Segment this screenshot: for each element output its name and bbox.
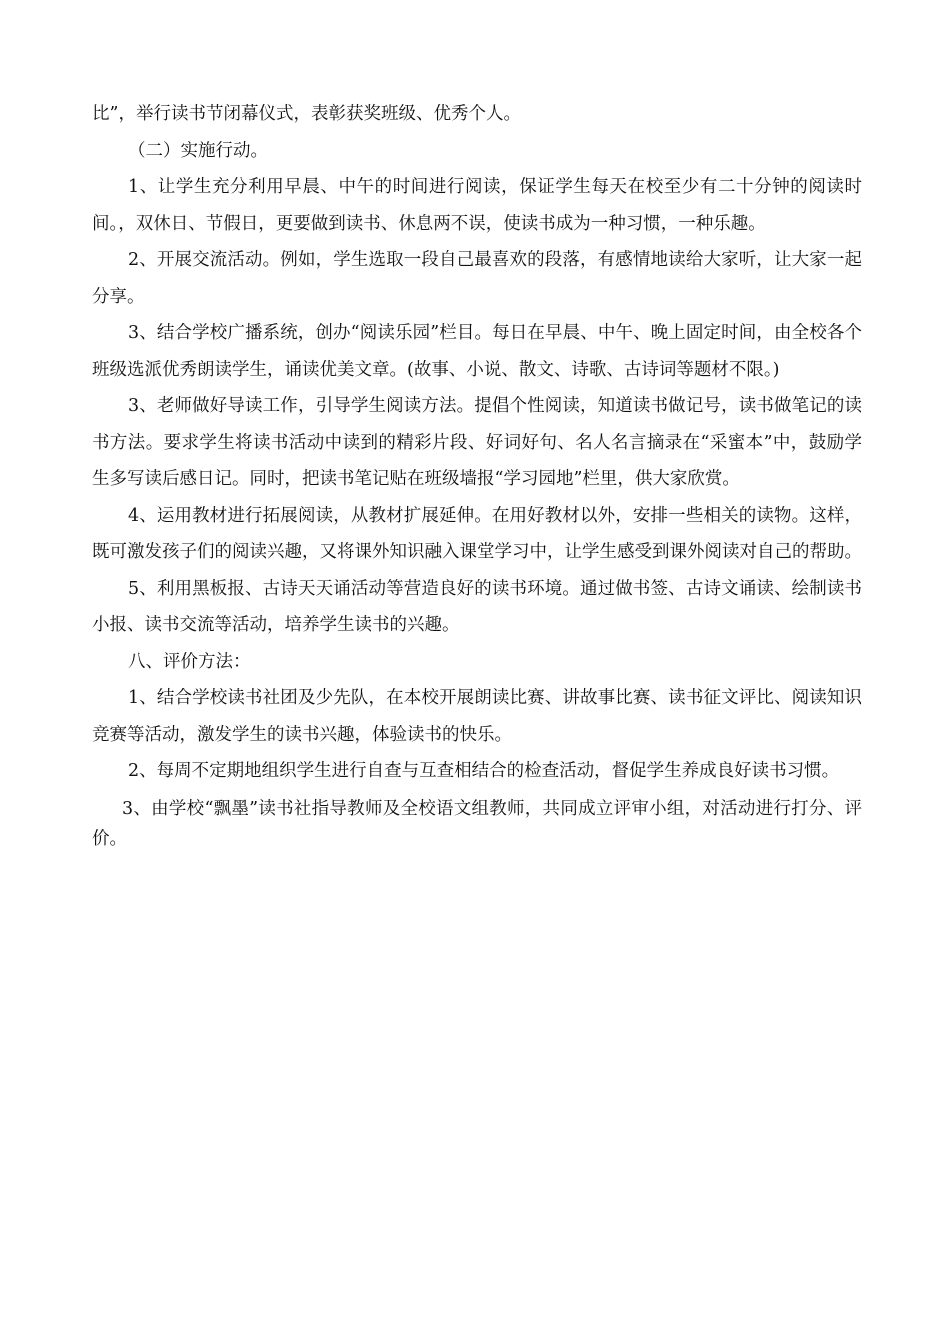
paragraph-item-4-extended-reading: 4、运用教材进行拓展阅读，从教材扩展延伸。在用好教材以外，安排一些相关的读物。这样，既可激发孩子们的阅读兴趣，又将课外知识融入课堂学习中，让学生感受到课外阅读对自己的帮助。 xyxy=(92,505,862,562)
paragraph-item-1-reading-time: 1、让学生充分利用早晨、中午的时间进行阅读，保证学生每天在校至少有二十分钟的阅读时间。，双休日、节假日，更要做到读书、休息两不误，使读书成为一种习惯，一种乐趣。 xyxy=(92,177,862,234)
document-body xyxy=(92,96,862,854)
heading-implementation: （二）实施行动。 xyxy=(128,140,268,161)
paragraph-eval-2-inspection: 2、每周不定期地组织学生进行自查与互查相结合的检查活动，督促学生养成良好读书习惯。 xyxy=(128,761,840,781)
paragraph-item-3-broadcast: 3、结合学校广播系统，创办“阅读乐园”栏目。每日在早晨、中午、晚上固定时间，由全校各个班级选派优秀朗读学生，诵读优美文章。(故事、小说、散文、诗歌、古诗词等题材不限。) xyxy=(92,323,862,380)
paragraph-item-3-guided-reading: 3、老师做好导读工作，引导学生阅读方法。提倡个性阅读，知道读书做记号，读书做笔记的读书方法。要求学生将读书活动中读到的精彩片段、好词好句、名人名言摘录在“采蜜本”中，鼓励学生多写读后感日记。同时，把读书笔记贴在班级墙报“学习园地”栏里，供大家欣赏。 xyxy=(92,396,862,489)
paragraph-eval-1-competitions: 1、结合学校读书社团及少先队，在本校开展朗读比赛、讲故事比赛、读书征文评比、阅读知识竞赛等活动，激发学生的读书兴趣，体验读书的快乐。 xyxy=(92,688,862,745)
heading-evaluation-methods: 八、评价方法： xyxy=(128,651,251,672)
paragraph-item-5-environment: 5、利用黑板报、古诗天天诵活动等营造良好的读书环境。通过做书签、古诗文诵读、绘制读书小报、读书交流等活动，培养学生读书的兴趣。 xyxy=(92,578,862,635)
paragraph-eval-3-review-panel: 3、由学校“飘墨”读书社指导教师及全校语文组教师，共同成立评审小组，对活动进行打分、评价。 xyxy=(92,798,862,849)
paragraph-closing-ceremony: 比”，举行读书节闭幕仪式，表彰获奖班级、优秀个人。 xyxy=(92,104,521,124)
paragraph-item-2-exchange: 2、开展交流活动。例如，学生选取一段自己最喜欢的段落，有感情地读给大家听，让大家一起分享。 xyxy=(92,250,862,307)
